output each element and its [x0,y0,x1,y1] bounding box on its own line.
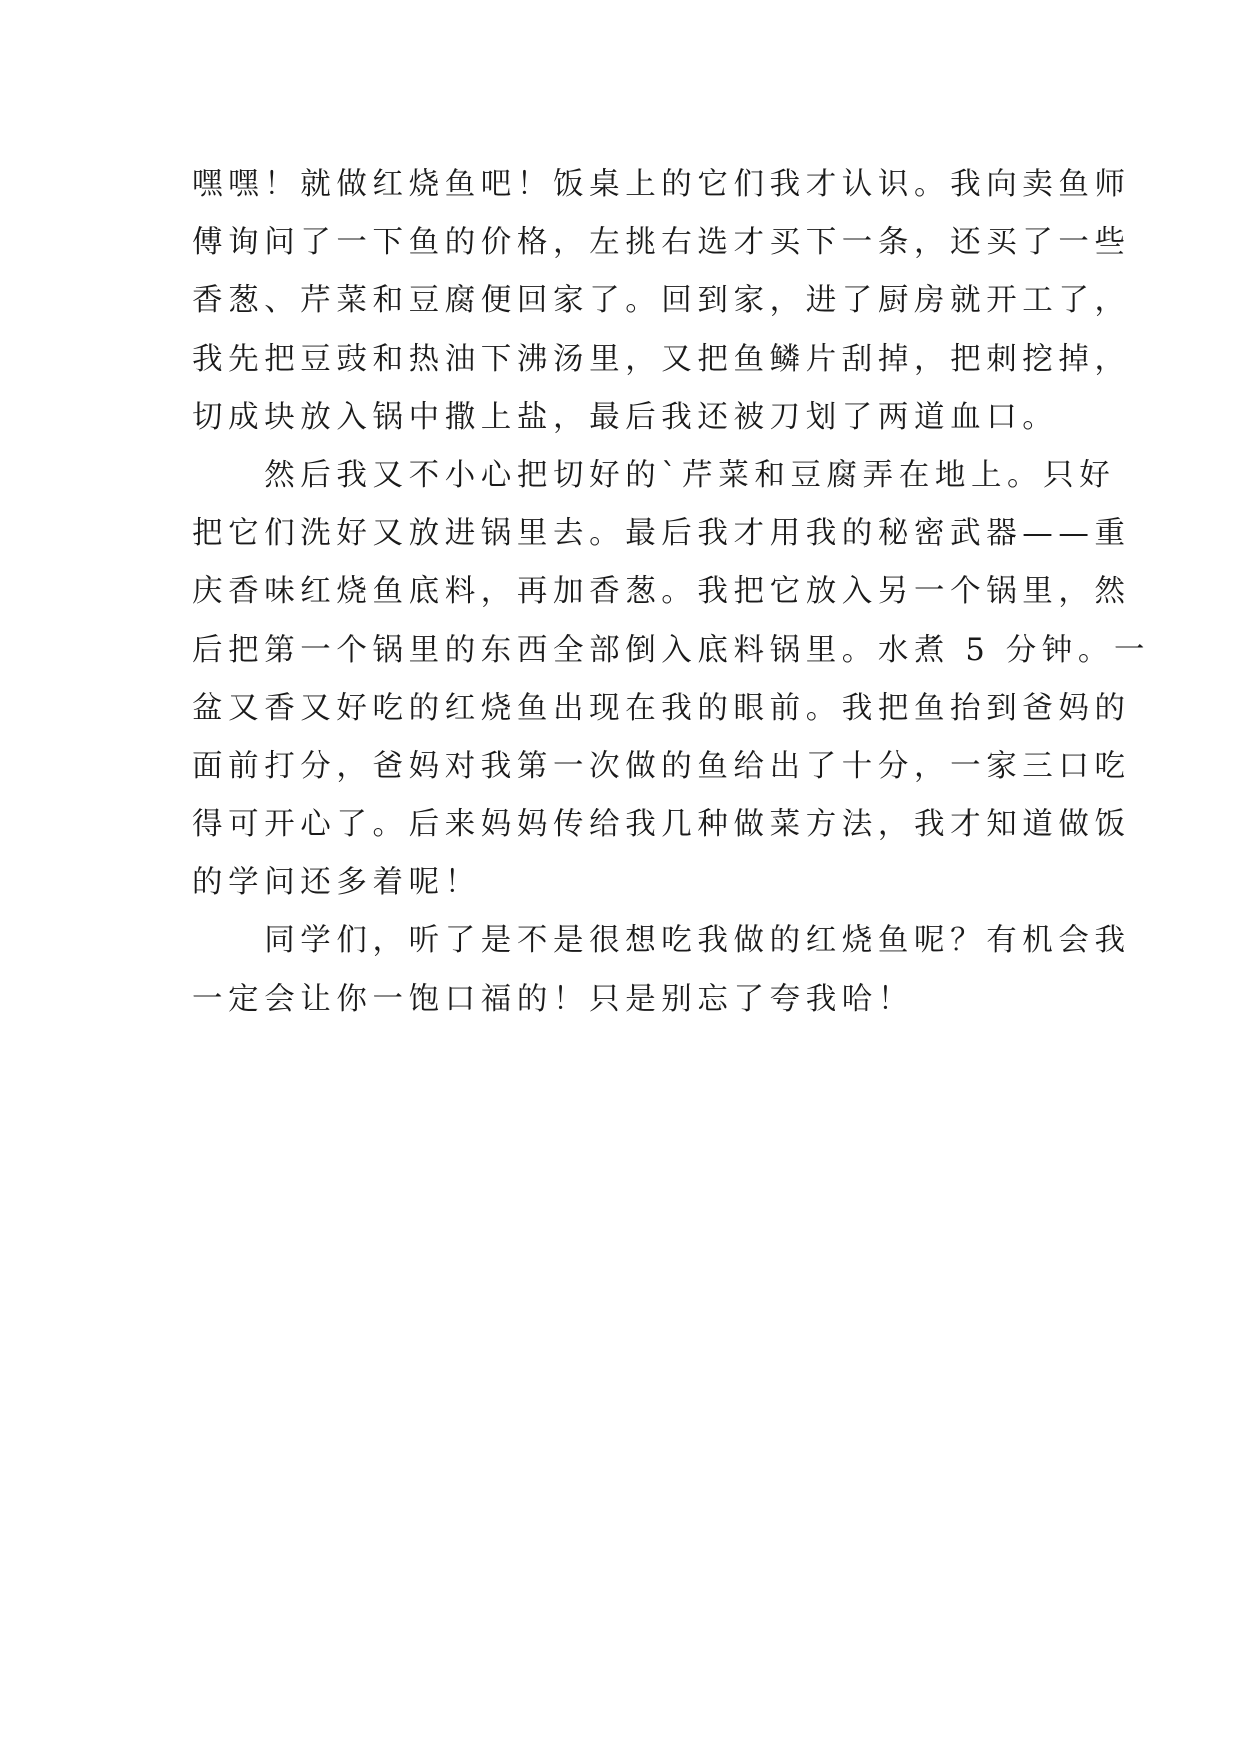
text-line: 香葱、芹菜和豆腐便回家了。回到家，进了厨房就开工了， [192,283,1131,319]
text-line: 嘿嘿！就做红烧鱼吧！饭桌上的它们我才认识。我向卖鱼师 [192,167,1131,202]
text-line: 我先把豆豉和热油下沸汤里，又把鱼鳞片刮掉，把刺挖掉， [192,341,1131,377]
text-line: 盆又香又好吃的红烧鱼出现在我的眼前。我把鱼抬到爸妈的 [192,690,1131,726]
paragraph-3 [192,912,1131,1028]
text-line: 的学问还多着呢！ [192,865,481,901]
text-line: 同学们，听了是不是很想吃我做的红烧鱼呢？有机会我 [192,923,1131,959]
text-line: 切成块放入锅中撒上盐，最后我还被刀划了两道血口。 [192,399,1059,435]
body-text [192,156,1151,1029]
paragraph-1 [192,156,1131,447]
text-line: 后把第一个锅里的东西全部倒入底料锅里。水煮 5 分钟。一 [192,632,1151,668]
paragraph-2 [192,447,1151,913]
text-line: 一定会让你一饱口福的！只是别忘了夸我哈！ [192,981,914,1017]
text-line: 庆香味红烧鱼底料，再加香葱。我把它放入另一个锅里，然 [192,574,1131,610]
text-line: 然后我又不小心把切好的`芹菜和豆腐弄在地上。只好 [192,457,1116,493]
text-line: 得可开心了。后来妈妈传给我几种做菜方法，我才知道做饭 [192,807,1131,843]
text-line: 傅询问了一下鱼的价格，左挑右选才买下一条，还买了一些 [192,225,1131,261]
text-line: 把它们洗好又放进锅里去。最后我才用我的秘密武器——重 [192,516,1131,552]
text-line: 面前打分，爸妈对我第一次做的鱼给出了十分，一家三口吃 [192,748,1131,784]
